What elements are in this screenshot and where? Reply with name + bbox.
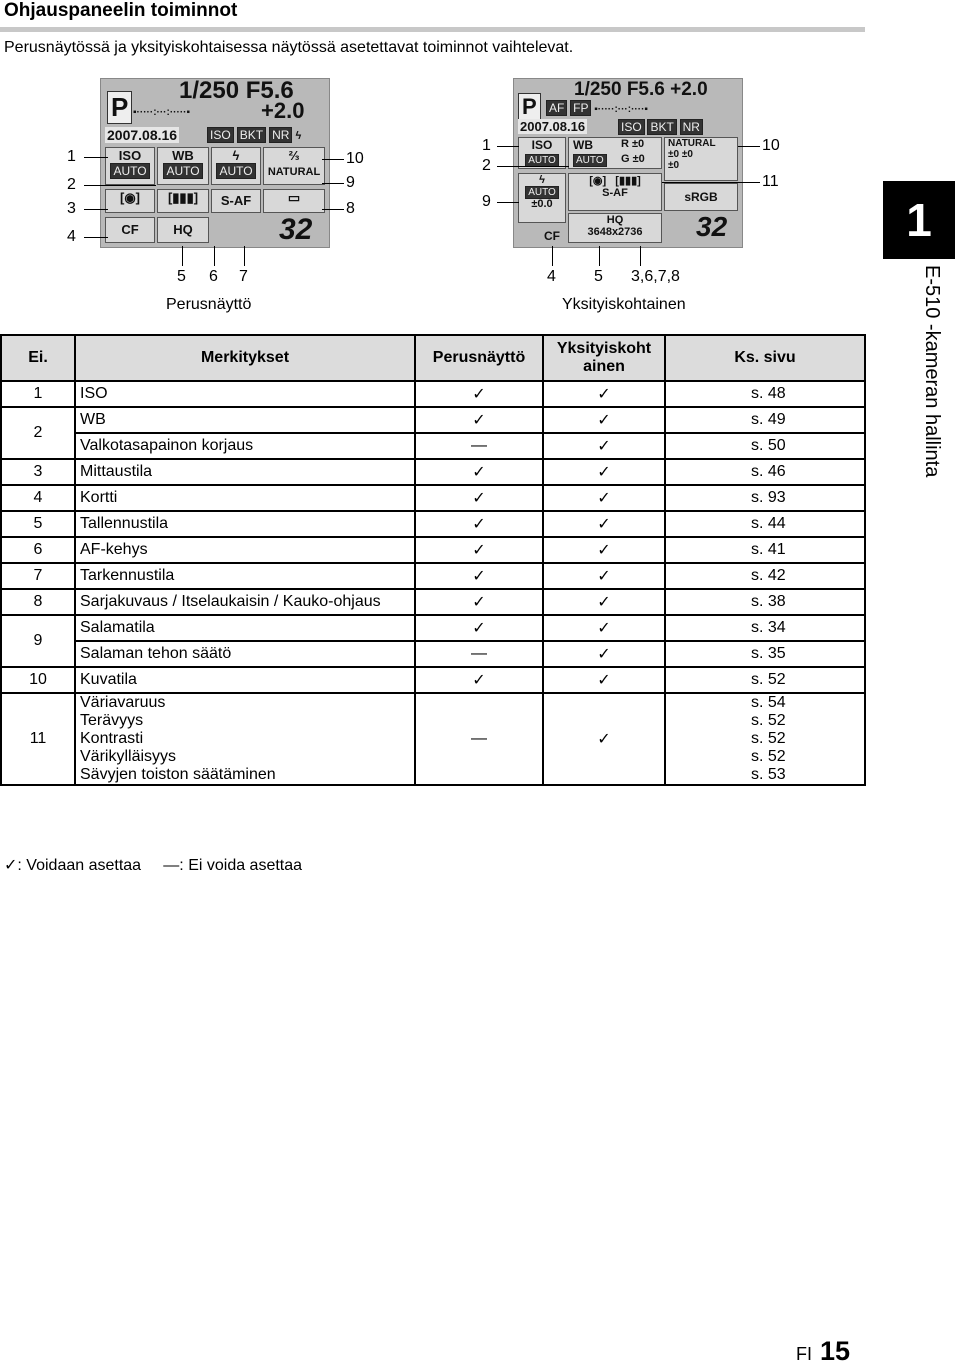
row-detail-mark: ✓ [543,381,665,407]
row-number: 11 [1,693,75,785]
row-number: 10 [1,667,75,693]
basic-iso-label: ISO [118,148,142,163]
detail-caption: Yksityiskohtainen [562,296,686,313]
detail-callout-2: 2 [482,157,491,174]
row-basic-mark: ✓ [415,511,543,537]
detail-card: CF [544,229,560,243]
row-meaning: Kuvatila [75,667,415,693]
table-row [1,641,865,667]
detail-badges [618,120,703,134]
row-basic-mark: ✓ [415,563,543,589]
basic-quality: HQ [173,222,193,237]
row-meaning: Sarjakuvaus / Itselaukaisin / Kauko-ohjaus [75,589,415,615]
basic-af-cell [211,189,261,213]
chapter-number: 1 [883,181,955,259]
detail-resolution: 3648x2736 [587,226,643,238]
row-number: 5 [1,511,75,537]
row-page: s. 42 [665,563,865,589]
detail-iso-cell [518,137,566,169]
detail-color-space: sRGB [684,190,718,204]
leader-line [552,246,553,266]
basic-exposure: +2.0 [261,98,305,123]
detail-sharp-contrast: ±0 ±0 [668,149,693,160]
leader-line [497,146,519,147]
leader-line [214,246,215,266]
heading-rule [0,27,865,32]
basic-flash-cell [211,147,261,185]
detail-af-badges [546,101,648,115]
row-page: s. 34 [665,615,865,641]
row-number: 7 [1,563,75,589]
table-row [1,381,865,407]
page-footer [796,1336,850,1367]
leader-line [84,237,108,238]
detail-metering-cell [568,173,662,211]
detail-quality-cell [568,213,662,243]
basic-date: 2007.08.16 [107,127,178,143]
legend [4,855,302,875]
row-basic-mark: ✓ [415,537,543,563]
basic-shutter-aperture: 1/250 F5.6 [179,77,294,104]
basic-af-mode: S-AF [220,193,252,208]
basic-wb-value: AUTO [163,163,202,179]
detail-flash-comp: ±0.0 [531,198,553,210]
row-basic-mark: — [415,433,543,459]
af-flash-badge: AF [546,100,567,116]
basic-callout-5: 5 [177,268,186,285]
detail-callout-9: 9 [482,193,491,210]
row-page: s. 46 [665,459,865,485]
exposure-scale: ▪·····:···:····▪ [594,104,648,115]
basic-mode: P [107,91,132,124]
basic-callout-9: 9 [346,174,355,191]
table-row [1,511,865,537]
row-number: 8 [1,589,75,615]
row-detail-mark: ✓ [543,407,665,433]
basic-callout-2: 2 [67,176,76,193]
basic-callout-1: 1 [67,148,76,165]
row-meaning: Tarkennustila [75,563,415,589]
detail-callout-1: 1 [482,137,491,154]
leader-line [322,159,344,160]
basic-badges [207,128,301,142]
row-detail-mark: ✓ [543,563,665,589]
row-meaning: Salamatila [75,615,415,641]
page-number: 15 [820,1336,851,1366]
row-number: 4 [1,485,75,511]
detail-saturation: ±0 [668,160,680,171]
table-row [1,693,865,785]
basic-callout-4: 4 [67,228,76,245]
detail-wb-label: WB [573,138,593,152]
legend-cannot: —: Ei voida asettaa [163,857,303,874]
leader-line [84,185,156,186]
leader-line [322,209,344,210]
detail-iso-label: ISO [531,138,553,152]
header-detail: Yksityiskoht ainen [543,335,665,381]
row-detail-mark: ✓ [543,615,665,641]
basic-quality-cell [157,217,209,243]
row-basic-mark: ✓ [415,667,543,693]
af-frame-icon: [▮▮▮] [167,190,199,205]
row-detail-mark: ✓ [543,667,665,693]
row-basic-mark: ✓ [415,459,543,485]
leader-line [497,202,519,203]
detail-date: 2007.08.16 [520,119,586,134]
picture-mode-icon: ⅔ [288,148,300,163]
detail-callout-11: 11 [762,173,779,190]
row-page: s. 50 [665,433,865,459]
detail-wb-cell [568,137,662,169]
row-page: s. 52 [665,667,865,693]
table-body [1,381,865,785]
basic-callout-7: 7 [239,268,248,285]
basic-wb-cell [157,147,209,185]
basic-picture-mode: NATURAL [267,166,321,178]
row-basic-mark: ✓ [415,381,543,407]
header-meaning: Merkitykset [75,335,415,381]
detail-panel [513,78,743,248]
basic-card-cell [105,217,155,243]
detail-quality: HQ [606,214,624,226]
header-page: Ks. sivu [665,335,865,381]
badge-bkt: BKT [647,119,676,135]
basic-shots: 32 [279,213,313,246]
row-detail-mark: ✓ [543,537,665,563]
detail-shutter-aperture: 1/250 F5.6 +2.0 [574,79,708,100]
page-heading: Ohjauspaneelin toiminnot [4,0,238,21]
fp-badge: FP [570,100,591,116]
detail-shots: 32 [696,211,728,242]
metering-icon: [◉] [119,190,140,205]
row-number: 2 [1,407,75,459]
detail-iso-value: AUTO [525,154,559,167]
row-number: 1 [1,381,75,407]
basic-iso-cell [105,147,155,185]
basic-metering-cell [105,189,155,213]
table-row [1,459,865,485]
row-basic-mark: ✓ [415,589,543,615]
legend-can: ✓: Voidaan asettaa [4,857,142,874]
flash-icon: ϟ [232,148,240,163]
row-detail-mark: ✓ [543,641,665,667]
row-meaning: Valkotasapainon korjaus [75,433,415,459]
row-meaning: Kortti [75,485,415,511]
leader-line [322,183,344,184]
table-row [1,615,865,641]
row-meaning: Salaman tehon säätö [75,641,415,667]
basic-afframe-cell [157,189,209,213]
table-row [1,407,865,433]
row-meaning: AF-kehys [75,537,415,563]
intro-text: Perusnäytössä ja yksityiskohtaisessa näytössä asetettavat toiminnot vaihtelevat. [4,39,574,56]
badge-iso: ISO [207,127,234,143]
table-row [1,485,865,511]
row-number: 3 [1,459,75,485]
header-no: Ei. [1,335,75,381]
basic-picture-cell [263,147,325,185]
exposure-scale: ▪·····:···:·····▪ [133,107,191,118]
row-basic-mark: ✓ [415,485,543,511]
table-row [1,433,865,459]
row-number: 9 [1,615,75,667]
row-meaning: Tallennustila [75,511,415,537]
detail-mode: P [518,93,541,121]
table-row [1,537,865,563]
detail-colorspace-cell [664,183,738,211]
table-header-row [1,335,865,381]
leader-line [662,182,760,183]
table-row [1,667,865,693]
side-chapter-title: E-510 -kameran hallinta [921,265,943,478]
basic-caption: Perusnäyttö [166,296,252,313]
badge-bkt: BKT [237,127,266,143]
detail-wb-value: AUTO [573,154,607,167]
row-page: s. 44 [665,511,865,537]
row-detail-mark: ✓ [543,433,665,459]
row-basic-mark: — [415,641,543,667]
row-page: s. 49 [665,407,865,433]
leader-line [182,246,183,266]
basic-wb-label: WB [172,148,194,163]
detail-callout-3678: 3,6,7,8 [631,268,680,285]
leader-line [599,246,600,266]
basic-drive-cell [263,189,325,213]
leader-line [244,246,245,266]
leader-line [84,157,108,158]
badge-iso: ISO [618,119,645,135]
row-meaning: Mittaustila [75,459,415,485]
basic-panel [100,78,330,248]
detail-flash-cell [518,173,566,223]
row-page: s. 48 [665,381,865,407]
basic-flash-value: AUTO [216,163,255,179]
table-row [1,563,865,589]
leader-line [738,146,760,147]
detail-wb-r: R ±0 [621,138,645,150]
basic-callout-8: 8 [346,200,355,217]
row-detail-mark: ✓ [543,511,665,537]
leader-line [497,166,569,167]
badge-nr: NR [680,119,703,135]
detail-wb-g: G ±0 [621,153,645,165]
basic-iso-value: AUTO [110,163,149,179]
row-detail-mark: ✓ [543,485,665,511]
row-page: s. 54 s. 52 s. 52 s. 52 s. 53 [665,693,865,785]
basic-card: CF [121,222,139,237]
detail-picture-cell [664,137,738,181]
flash-icon: ϟ [539,174,545,186]
row-basic-mark: ✓ [415,615,543,641]
row-number: 6 [1,537,75,563]
detail-callout-4: 4 [547,268,556,285]
row-basic-mark: ✓ [415,407,543,433]
row-basic-mark: — [415,693,543,785]
footer-lang: FI [796,1344,812,1364]
detail-flash-value: AUTO [525,186,559,199]
table-row [1,589,865,615]
detail-callout-5: 5 [594,268,603,285]
row-meaning: Väriavaruus Terävyys Kontrasti Värikylläisyys Sävyjen toiston säätäminen [75,693,415,785]
row-detail-mark: ✓ [543,459,665,485]
function-table [0,334,866,786]
leader-line [640,246,641,266]
row-page: s. 93 [665,485,865,511]
leader-line [84,209,108,210]
metering-icon: [◉] [▮▮▮] [589,175,641,187]
basic-callout-10: 10 [346,150,364,167]
basic-callout-3: 3 [67,200,76,217]
single-frame-icon: ▭ [287,190,301,205]
row-meaning: ISO [75,381,415,407]
detail-picture-mode: NATURAL [668,138,716,149]
detail-af-mode: S-AF [602,187,628,199]
row-detail-mark: ✓ [543,693,665,785]
detail-callout-10: 10 [762,137,780,154]
basic-callout-6: 6 [209,268,218,285]
badge-nr: NR [269,127,292,143]
row-page: s. 38 [665,589,865,615]
header-basic: Perusnäyttö [415,335,543,381]
flash-icon: ϟ [295,130,302,142]
row-page: s. 35 [665,641,865,667]
row-page: s. 41 [665,537,865,563]
row-meaning: WB [75,407,415,433]
row-detail-mark: ✓ [543,589,665,615]
